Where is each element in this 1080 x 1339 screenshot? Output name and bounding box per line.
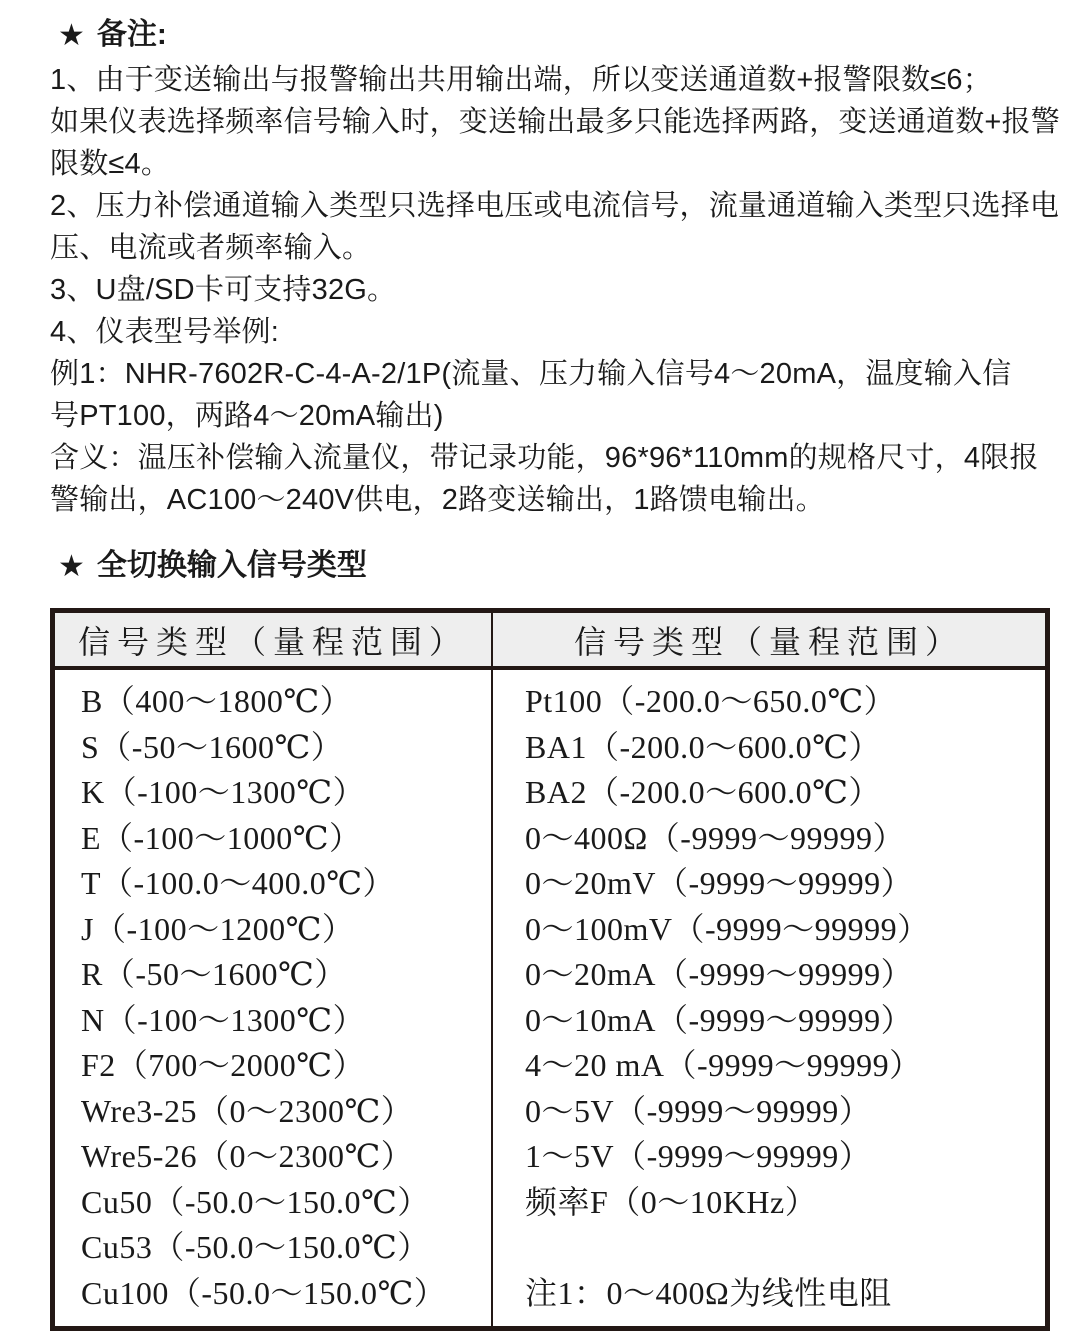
signal-entry: B（400～1800℃） — [81, 683, 353, 719]
note-line: 限数≤4。 — [50, 148, 171, 180]
note-line: 号PT100，两路4～20mA输出) — [50, 400, 444, 432]
header-cell-left: 信号类型（量程范围） — [55, 613, 493, 666]
signal-entry: 0～20mA（-9999～99999） — [525, 956, 914, 992]
signal-entry: 0～5V（-9999～99999） — [525, 1092, 872, 1129]
signal-entry: BA2（-200.0～600.0℃） — [525, 774, 881, 810]
note-line: 含义：温压补偿输入流量仪，带记录功能，96*96*110mm的规格尺寸，4限报 — [50, 442, 1039, 474]
signal-entry: 频率F（0～10KHz） — [525, 1183, 818, 1220]
signal-section-heading — [58, 543, 1060, 588]
signal-entry: Wre3-25（0～2300℃） — [81, 1092, 414, 1129]
signal-entry: 0～100mV（-9999～99999） — [525, 910, 930, 947]
signal-type-table — [50, 608, 1050, 1331]
signal-entry: N（-100～1300℃） — [81, 1001, 366, 1038]
notes-title: 备注: — [96, 18, 167, 51]
signal-entry: E（-100～1000℃） — [81, 819, 362, 856]
signal-column-right — [493, 670, 1045, 1326]
header-cell-right: 信号类型（量程范围） — [573, 623, 964, 660]
signal-entry: 1～5V（-9999～99999） — [525, 1138, 872, 1174]
note-line: 如果仪表选择频率信号输入时，变送输出最多只能选择两路，变送通道数+报警 — [50, 106, 1060, 138]
signal-entry: Wre5-26（0～2300℃） — [81, 1138, 414, 1174]
signal-entry: J（-100～1200℃） — [81, 910, 355, 947]
star-icon: ★ — [58, 18, 85, 52]
notes-heading — [58, 12, 1060, 57]
signal-entry: 0～10mA（-9999～99999） — [525, 1001, 914, 1038]
signal-entry — [525, 1225, 1045, 1271]
star-icon: ★ — [58, 549, 85, 583]
note-line: 压、电流或者频率输入。 — [50, 232, 372, 264]
signal-entry: Pt100（-200.0～650.0℃） — [525, 683, 897, 719]
signal-entry: K（-100～1300℃） — [81, 774, 366, 810]
notes-body — [50, 59, 1060, 521]
note-line: 2、压力补偿通道输入类型只选择电压或电流信号，流量通道输入类型只选择电 — [50, 190, 1060, 222]
note-line: 1、由于变送输出与报警输出共用输出端，所以变送通道数+报警限数≤6； — [50, 64, 992, 96]
signal-entry: BA1（-200.0～600.0℃） — [525, 728, 881, 765]
note-line: 例1：NHR-7602R-C-4-A-2/1P(流量、压力输入信号4～20mA，温度输入信 — [50, 358, 1012, 390]
signal-entry: 0～400Ω（-9999～99999） — [525, 819, 905, 856]
signal-column-left — [55, 670, 493, 1326]
signal-table-body — [55, 670, 1045, 1326]
signal-entry: 4～20 mA（-9999～99999） — [525, 1047, 922, 1083]
signal-entry: 0～20mV（-9999～99999） — [525, 865, 914, 901]
signal-section-title: 全切换输入信号类型 — [96, 549, 367, 582]
signal-entry: F2（700～2000℃） — [81, 1047, 366, 1083]
signal-table-header-row — [55, 613, 1045, 670]
signal-entry: 注1：0～400Ω为线性电阻 — [525, 1274, 892, 1311]
signal-entry: R（-50～1600℃） — [81, 956, 347, 992]
signal-entry: Cu50（-50.0～150.0℃） — [81, 1183, 430, 1220]
signal-entry: Cu100（-50.0～150.0℃） — [81, 1274, 447, 1311]
note-line: 3、U盘/SD卡可支持32G。 — [50, 274, 397, 306]
signal-entry: T（-100.0～400.0℃） — [81, 865, 396, 901]
note-line: 4、仪表型号举例: — [50, 316, 279, 348]
notes-section — [50, 12, 1060, 521]
signal-entry: S（-50～1600℃） — [81, 728, 344, 765]
note-line: 警输出，AC100～240V供电，2路变送输出，1路馈电输出。 — [50, 484, 825, 516]
signal-entry: Cu53（-50.0～150.0℃） — [81, 1229, 430, 1265]
